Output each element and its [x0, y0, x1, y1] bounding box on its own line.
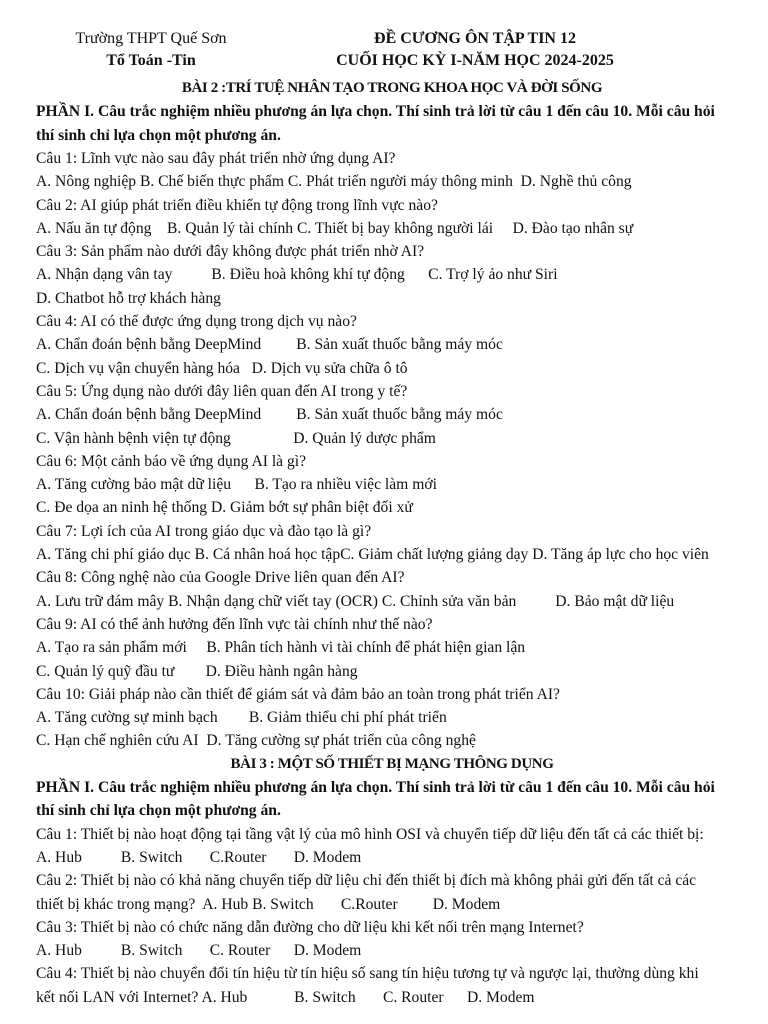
answer-options-content: A. Hub B. Switch C.Router D. Modem — [36, 848, 362, 866]
answer-options — [36, 217, 748, 240]
section-instruction — [36, 776, 748, 799]
answer-options-content: A. Hub B. Switch C. Router D. Modem — [36, 942, 362, 960]
question-text-content: Câu 2: AI giúp phát triển điều khiển tự động trong lĩnh vực nào? — [36, 196, 438, 214]
answer-options — [36, 660, 748, 683]
answer-options-content: C. Hạn chế nghiên cứu AI D. Tăng cường sự phát triển của công nghệ — [36, 732, 476, 750]
question-text — [36, 916, 748, 939]
question-text-content: Câu 8: Công nghệ nào của Google Drive liên quan đến AI? — [36, 569, 405, 587]
answer-options-content: A. Nông nghiệp B. Chế biến thực phẩm C. Phát triển người máy thông minh D. Nghề thủ công — [36, 173, 632, 191]
question-text-content: Câu 7: Lợi ích của AI trong giáo dục và đào tạo là gì? — [36, 522, 372, 540]
header-left — [36, 28, 266, 72]
document-subtitle: CUỐI HỌC KỲ I-NĂM HỌC 2024-2025 — [336, 52, 614, 69]
question-text — [36, 194, 748, 217]
section-title-content: BÀI 2 :TRÍ TUỆ NHÂN TẠO TRONG KHOA HỌC VÀ ĐỜI SỐNG — [181, 80, 603, 96]
answer-options-content: A. Chẩn đoán bệnh bằng DeepMind B. Sản xuất thuốc bằng máy móc — [36, 336, 503, 354]
section-title — [36, 753, 748, 776]
question-text — [36, 380, 748, 403]
answer-options — [36, 263, 748, 286]
question-text — [36, 520, 748, 543]
header-right — [290, 28, 660, 72]
answer-options — [36, 333, 748, 356]
document-header — [0, 28, 768, 72]
question-text-content: Câu 1: Thiết bị nào hoạt động tại tầng vật lý của mô hình OSI và chuyển tiếp dữ liệu đến tất cả các thiết bị: — [36, 825, 704, 843]
answer-options-content: C. Vận hành bệnh viện tự động D. Quản lý dược phẩm — [36, 429, 436, 447]
question-text-content: Câu 4: Thiết bị nào chuyển đổi tín hiệu từ tín hiệu số sang tín hiệu tương tự và ngược lại, thường dùng khi — [36, 965, 699, 983]
question-text-content: Câu 2: Thiết bị nào có khả năng chuyển tiếp dữ liệu chỉ đến thiết bị đích mà không phải gửi đến tất cả các — [36, 872, 697, 890]
answer-options-content: A. Tăng cường sự minh bạch B. Giảm thiểu chi phí phát triển — [36, 709, 447, 727]
answer-options-content: D. Chatbot hỗ trợ khách hàng — [36, 289, 221, 307]
question-text-content: Câu 4: AI có thể được ứng dụng trong dịch vụ nào? — [36, 313, 357, 330]
question-text — [36, 147, 748, 170]
answer-options — [36, 729, 748, 752]
answer-options — [36, 427, 748, 450]
answer-options — [36, 590, 748, 613]
section-title — [36, 77, 748, 100]
answer-options-content: A. Chẩn đoán bệnh bằng DeepMind B. Sản xuất thuốc bằng máy móc — [36, 406, 503, 424]
answer-options-content: A. Nhận dạng vân tay B. Điều hoà không khí tự động C. Trợ lý ảo như Siri — [36, 266, 558, 284]
answer-options-content: A. Lưu trữ đám mây B. Nhận dạng chữ viết tay (OCR) C. Chỉnh sửa văn bản D. Bảo mật dữ liệu — [36, 592, 675, 610]
answer-options — [36, 496, 748, 519]
answer-options — [36, 473, 748, 496]
question-text-content: Câu 6: Một cảnh báo về ứng dụng AI là gì? — [36, 452, 307, 470]
question-text-content: Câu 5: Ứng dụng nào dưới đây liên quan đến AI trong y tế? — [36, 382, 408, 400]
question-text — [36, 613, 748, 636]
answer-options — [36, 543, 748, 566]
section-instruction — [36, 100, 748, 123]
question-text-content: Câu 1: Lĩnh vực nào sau đây phát triển nhờ ứng dụng AI? — [36, 149, 396, 167]
section-instruction-content: PHẦN I. Câu trắc nghiệm nhiều phương án lựa chọn. Thí sinh trả lời từ câu 1 đến câu 10. Mỗi câu hỏi — [36, 103, 715, 121]
department-name: Tổ Toán -Tin — [106, 52, 196, 69]
question-text — [36, 310, 748, 333]
answer-options — [36, 287, 748, 310]
question-text — [36, 240, 748, 263]
text-line-content: thiết bị khác trong mạng? A. Hub B. Switch C.Router D. Modem — [36, 895, 501, 913]
section-instruction-content: PHẦN I. Câu trắc nghiệm nhiều phương án lựa chọn. Thí sinh trả lời từ câu 1 đến câu 10. Mỗi câu hỏi — [36, 779, 715, 796]
answer-options-content: C. Dịch vụ vận chuyển hàng hóa D. Dịch vụ sửa chữa ô tô — [36, 359, 408, 377]
section-instruction-content: thí sinh chỉ lựa chọn một phương án. — [36, 802, 281, 820]
section-instruction — [36, 799, 748, 822]
text-line — [36, 986, 748, 1009]
answer-options — [36, 170, 748, 193]
answer-options — [36, 357, 748, 380]
question-text — [36, 566, 748, 589]
answer-options — [36, 403, 748, 426]
answer-options — [36, 939, 748, 962]
answer-options-content: A. Nấu ăn tự động B. Quản lý tài chính C. Thiết bị bay không người lái D. Đào tạo nhân sự — [36, 219, 634, 237]
section-instruction-content: thí sinh chỉ lựa chọn một phương án. — [36, 126, 281, 144]
section-instruction — [36, 124, 748, 147]
text-line-content: kết nối LAN với Internet? A. Hub B. Switch C. Router D. Modem — [36, 988, 535, 1006]
question-text — [36, 450, 748, 473]
text-line — [36, 893, 748, 916]
answer-options — [36, 636, 748, 659]
answer-options-content: A. Tăng cường bảo mật dữ liệu B. Tạo ra nhiều việc làm mới — [36, 476, 437, 494]
question-text-content: Câu 10: Giải pháp nào cần thiết để giám sát và đảm bảo an toàn trong phát triển AI? — [36, 685, 560, 703]
answer-options-content: A. Tăng chi phí giáo dục B. Cá nhân hoá học tậpC. Giảm chất lượng giảng dạy D. Tăng áp lực cho học viên — [36, 546, 709, 563]
question-text — [36, 962, 748, 985]
school-name: Trường THPT Quế Sơn — [75, 30, 227, 47]
document-title: ĐỀ CƯƠNG ÔN TẬP TIN 12 — [374, 30, 576, 47]
question-text — [36, 823, 748, 846]
section-title-content: BÀI 3 : MỘT SỐ THIẾT BỊ MẠNG THÔNG DỤNG — [230, 755, 554, 772]
question-text — [36, 869, 748, 892]
question-text-content: Câu 3: Sản phẩm nào dưới đây không được phát triển nhờ AI? — [36, 243, 425, 261]
question-text — [36, 683, 748, 706]
question-text-content: Câu 3: Thiết bị nào có chức năng dẫn đường cho dữ liệu khi kết nối trên mạng Internet? — [36, 918, 584, 936]
answer-options-content: C. Đe dọa an ninh hệ thống D. Giảm bớt sự phân biệt đối xử — [36, 499, 413, 517]
answer-options-content: A. Tạo ra sản phẩm mới B. Phân tích hành vi tài chính để phát hiện gian lận — [36, 639, 526, 657]
answer-options-content: C. Quản lý quỹ đầu tư D. Điều hành ngân hàng — [36, 662, 358, 680]
answer-options — [36, 706, 748, 729]
answer-options — [36, 846, 748, 869]
question-text-content: Câu 9: AI có thể ảnh hưởng đến lĩnh vực tài chính như thế nào? — [36, 615, 433, 633]
